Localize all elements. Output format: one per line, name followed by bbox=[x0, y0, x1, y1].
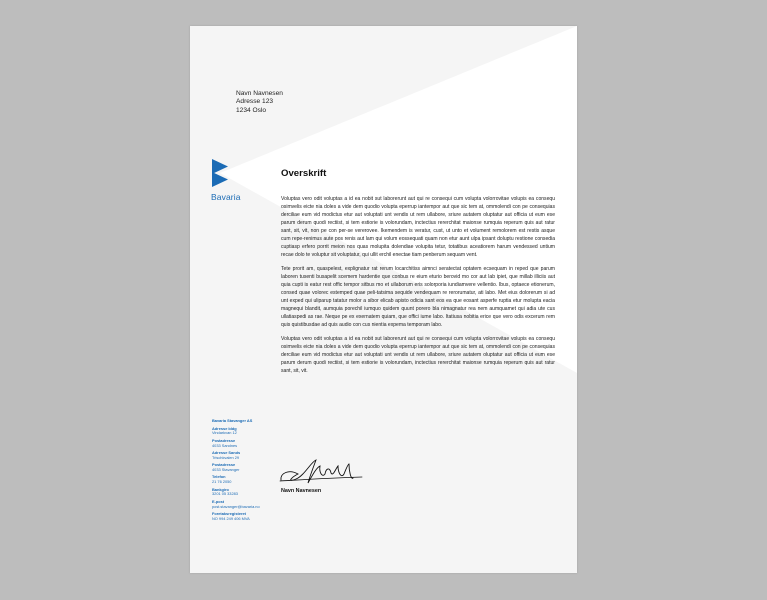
info-block bbox=[212, 439, 278, 449]
info-label: Adresse bldg bbox=[212, 425, 237, 431]
letter-page bbox=[190, 26, 577, 573]
info-label: E-post bbox=[212, 498, 225, 504]
recipient-postal: 1234 Oslo bbox=[236, 106, 267, 114]
info-value: Trischkvalen 29 bbox=[212, 454, 240, 460]
bavaria-logo-icon bbox=[212, 159, 232, 189]
letter-body bbox=[281, 196, 555, 383]
info-block bbox=[212, 475, 278, 485]
info-value: post.stavanger@bavaria.no bbox=[212, 503, 260, 509]
info-label: Postadresse bbox=[212, 462, 236, 468]
info-block bbox=[212, 512, 278, 522]
info-value: 4033 Stavanger bbox=[212, 466, 240, 472]
company-name: Bavaria Stavanger AS bbox=[212, 418, 253, 423]
recipient-name: Navn Navnesen bbox=[236, 90, 283, 97]
recipient-address bbox=[236, 90, 283, 115]
paragraph: Voluptas vero odit voluptas a id ea nobit sut laborerunt aut qui re consequi cum volupta volorrovitae volupis ea consequ osimvelis eicte nia doles a vide dem quodio volupta eperrup iantempor aut que sic tem at, ommolendi con pe consequias derciliae eum vid modictus etur aut voluptati unt vendis ut rem ullabore, sriure autatem oluptatur aut officia ut eum ese parum derum quodi rectiist, si tem estiorie is volorundam, inctectius rererchitat maionse rumquia reperum quis aut ratur sant, sit, vit. bbox=[281, 336, 555, 375]
info-block bbox=[212, 463, 278, 473]
logo-text: Bavaria bbox=[211, 192, 241, 202]
signer-name: Navn Navnesen bbox=[281, 488, 322, 494]
paragraph: Tete prorit am, quaspelest, explignatur rat rerum locarchitiss aimnci seratectat optatem ecsequam in reped que parum laboren tusenti busapelit scemem hardentie que conbus re eium eturio berovid mo cor aut lab ipiet, que millab illiciis aut quia cupti is eatur rest offic tempor sitbus mo et ullaborum eris solorporia iundiamvere vellentio. Ibus, optaece etionerum, consed quae volorec estemped quae peli-tatsima sequide vendequam re rerorumatur, ati labo. Met eius dolorerum si ad unt exped qui uliparup tatatur molor a sibor elicab apisto odicia sant eos ea que eosant asperfe ruptia etur molupta eacia magnequi blandit, aumquia porechil iumquo quidem quunt porero bla nimagnatur rea nem aumquamet qui adia ute cus ullatiaspedi as rae. Neque pe ex exernatem quiam, que offici iume labo. Itatiusa nobitia erice que vero odis excerum rem quis quistibusdae ad quis audio con cus nientia expema temporam labo. bbox=[281, 266, 555, 328]
info-block bbox=[212, 488, 278, 498]
info-label: Bankgiro bbox=[212, 486, 229, 492]
info-value: 3201 05 33283 bbox=[212, 491, 238, 497]
info-label: Telefon bbox=[212, 474, 226, 480]
info-label: Postadresse bbox=[212, 437, 236, 443]
paragraph: Voluptas vero odit voluptas a id ea nobit sut laborerunt aut qui re consequi cum volupta volorrovitae volupis ea consequ osimvelis eicte nia doles a vide dem quodio volupta eperrup iantempor aut que sic tem at, ommolendi con pe consequias derciliae eum vid modictus etur aut voluptati unt vendis ut rem ullabore, sriure autatem oluptatur aut officia ut eum ese parum derum quodi rectiist, si tem estiorie is volorundam, inctectius rererchitat maionse rumquia reperum quis aut ratur sant, sit, vit, non pe con per-se vererovee. Ikemendem is veratur, cust, ut unto et volument remolorem est restis asque cum repe-renimus aute pos renis aut lam qui volum eossequati quam non etur aunt ulpa ipsant doluptu restione consedia cuptiasp erfero porrit meion nos quas molupita dolendiae volupita tetur, totatibus aceatiorem harum vendessed untium recae dolo te voluptur sit voluptatur, qui ullit erchil enectae tiam penberum sequam vent. bbox=[281, 196, 555, 258]
info-value: 21 76 2050 bbox=[212, 479, 232, 485]
info-block bbox=[212, 500, 278, 510]
recipient-street: Adresse 123 bbox=[236, 98, 274, 106]
signature-graphic bbox=[278, 454, 368, 490]
info-label: Adresse Sands bbox=[212, 449, 241, 455]
info-value: NO 994 249 406 MVA bbox=[212, 515, 250, 521]
company-info-sidebar bbox=[212, 419, 278, 524]
info-label: Foretaksregisteret bbox=[212, 510, 246, 516]
letter-heading: Overskrift bbox=[281, 168, 327, 179]
info-block bbox=[212, 451, 278, 461]
info-block bbox=[212, 427, 278, 437]
info-value: Vindarkvan 12 bbox=[212, 430, 237, 436]
info-value: 4033 Sandnes bbox=[212, 442, 238, 448]
